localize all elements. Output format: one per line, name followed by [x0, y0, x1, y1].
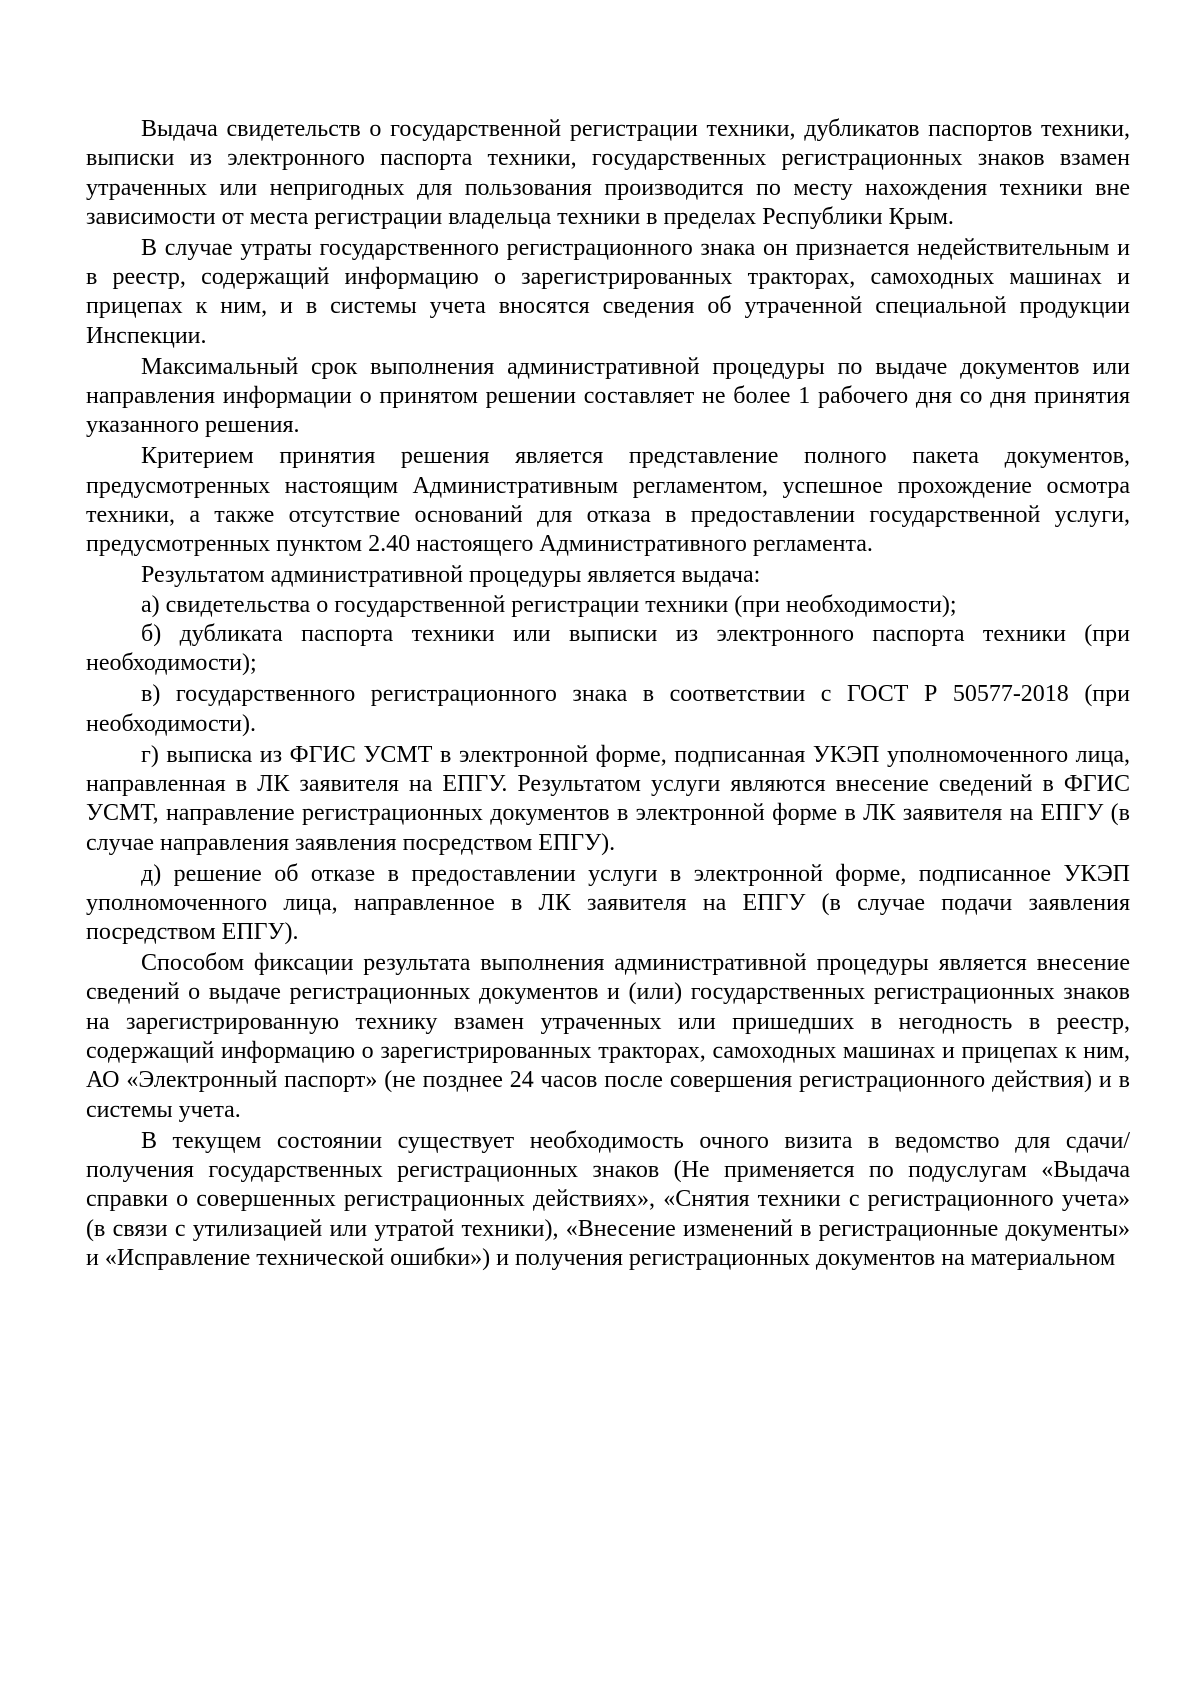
paragraph-decision-criterion: Критерием принятия решения является представление полного пакета документов, предусмотренных настоящим Административным регламентом, успешное прохождение осмотра техники, а также отсутствие оснований для отказа в предоставлении государственной услуги, предусмотренных пунктом 2.40 настоящего Административного регламента.: [86, 443, 1130, 558]
paragraph-fixation-method: Способом фиксации результата выполнения административной процедуры является внесение сведений о выдаче регистрационных документов и (или) государственных регистрационных знаков на зарегистрированную технику взамен утраченных или пришедших в негодность в реестр, содержащий информацию о зарегистрированных тракторах, самоходных машинах и прицепах к ним, АО «Электронный паспорт» (не позднее 24 часов после совершения регистрационного действия) и в системы учета.: [86, 950, 1130, 1123]
paragraph-issuance-place: Выдача свидетельств о государственной регистрации техники, дубликатов паспортов техники, выписки из электронного паспорта техники, государственных регистрационных знаков взамен утраченных или непригодных для пользования производится по месту нахождения техники вне зависимости от места регистрации владельца техники в пределах Республики Крым.: [86, 116, 1130, 230]
list-item-d: д) решение об отказе в предоставлении услуги в электронной форме, подписанное УКЭП уполномоченного лица, направленное в ЛК заявителя на ЕПГУ (в случае подачи заявления посредством ЕПГУ).: [86, 860, 1130, 946]
paragraph-plate-loss: В случае утраты государственного регистрационного знака он признается недействительным и в реестр, содержащий информацию о зарегистрированных тракторах, самоходных машинах и прицепах к ним, и в системы учета вносятся сведения об утраченной специальной продукции Инспекции.: [86, 234, 1130, 349]
paragraph-in-person-visit: В текущем состоянии существует необходимость очного визита в ведомство для сдачи/получения государственных регистрационных знаков (Не применяется по подуслугам «Выдача справки о совершенных регистрационных действиях», «Снятия техники с регистрационного учета» (в связи с утилизацией или утратой техники), «Внесение изменений в регистрационные документы» и «Исправление технической ошибки») и получения регистрационных документов на материальном: [86, 1127, 1130, 1271]
paragraph-result-intro: Результатом административной процедуры является выдача:: [141, 562, 761, 589]
list-item-b: б) дубликата паспорта техники или выписки из электронного паспорта техники (при необходимости);: [86, 621, 1130, 677]
list-item-a: а) свидетельства о государственной регистрации техники (при необходимости);: [141, 591, 957, 618]
list-item-g: г) выписка из ФГИС УСМТ в электронной форме, подписанная УКЭП уполномоченного лица, направленная в ЛК заявителя на ЕПГУ. Результатом услуги являются внесение сведений в ФГИС УСМТ, направление регистрационных документов в электронной форме в ЛК заявителя на ЕПГУ (в случае направления заявления посредством ЕПГУ).: [86, 741, 1130, 856]
paragraph-max-term: Максимальный срок выполнения административной процедуры по выдаче документов или направления информации о принятом решении составляет не более 1 рабочего дня со дня принятия указанного решения.: [86, 353, 1130, 439]
list-item-v: в) государственного регистрационного знака в соответствии с ГОСТ Р 50577-2018 (при необходимости).: [86, 681, 1130, 737]
